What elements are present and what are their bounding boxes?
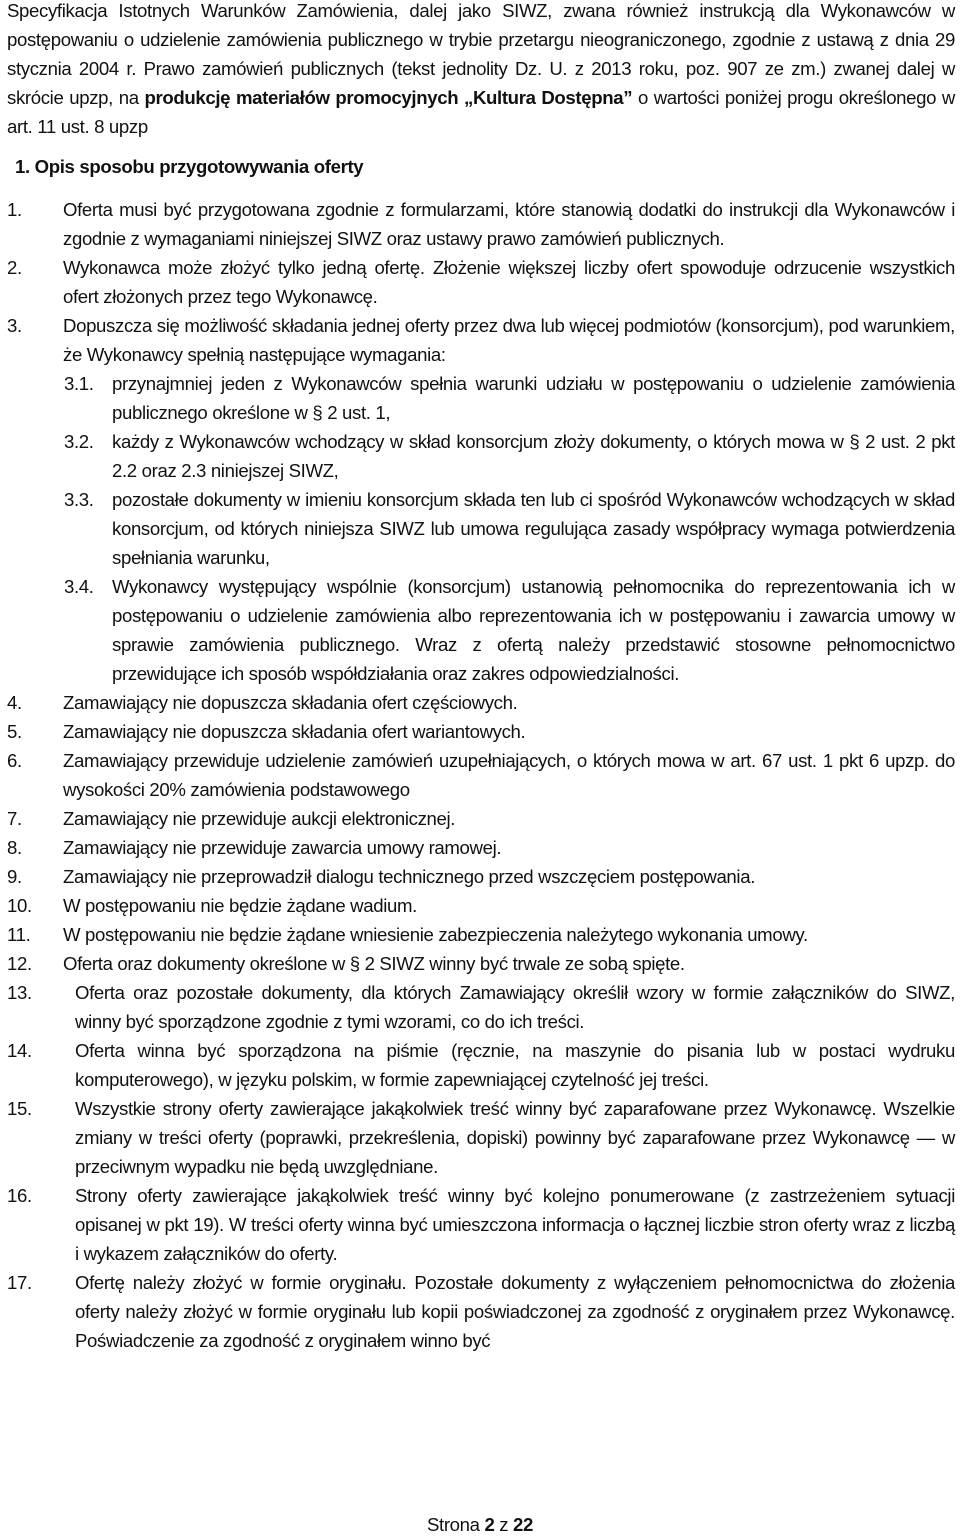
item-number: 1. bbox=[7, 199, 22, 220]
intro-bold-subject: produkcję materiałów promocyjnych „Kultura Dostępna” bbox=[144, 87, 633, 108]
subitem-number: 3.3. bbox=[64, 489, 94, 510]
section-heading: 1. Opis sposobu przygotowywania oferty bbox=[15, 156, 364, 177]
item-text: Zamawiający nie dopuszcza składania ofert wariantowych. bbox=[63, 721, 526, 742]
footer-separator: z bbox=[494, 1514, 514, 1535]
item-number: 17. bbox=[7, 1272, 32, 1293]
item-number: 6. bbox=[7, 750, 22, 771]
subitem-number: 3.4. bbox=[64, 576, 94, 597]
list-item bbox=[7, 804, 955, 833]
document-page bbox=[7, 0, 955, 1355]
list-item bbox=[7, 833, 955, 862]
item-number: 2. bbox=[7, 257, 22, 278]
list-item bbox=[7, 891, 955, 920]
intro-paragraph bbox=[7, 0, 955, 141]
subitem-text: każdy z Wykonawców wchodzący w skład konsorcjum złoży dokumenty, o których mowa w § 2 ust. 2 pkt 2.2 oraz 2.3 niniejszej SIWZ, bbox=[112, 431, 955, 481]
item-number: 10. bbox=[7, 895, 32, 916]
item-text: Zamawiający nie przewiduje aukcji elektronicznej. bbox=[63, 808, 456, 829]
list-item bbox=[7, 949, 955, 978]
list-item bbox=[7, 862, 955, 891]
page-footer bbox=[0, 1510, 960, 1539]
list-item bbox=[7, 195, 955, 253]
footer-prefix: Strona bbox=[426, 1514, 485, 1535]
sub-list-item bbox=[64, 572, 955, 688]
item-text: Zamawiający przewiduje udzielenie zamówień uzupełniających, o których mowa w art. 67 ust. 1 pkt 6 upzp. do wysokości 20% zamówienia podstawowego bbox=[63, 750, 955, 800]
item-text: Oferta oraz pozostałe dokumenty, dla których Zamawiający określił wzory w formie załączników do SIWZ, winny być sporządzone zgodnie z tymi wzorami, co do ich treści. bbox=[75, 982, 955, 1032]
item-number: 16. bbox=[7, 1185, 32, 1206]
list-item bbox=[7, 311, 955, 369]
sub-list-item bbox=[64, 369, 955, 427]
item-number: 15. bbox=[7, 1098, 32, 1119]
intro-text: Specyfikacja Istotnych Warunków Zamówienia, dalej jako SIWZ, zwana również instrukcją dla Wykonawców w postępowaniu o udzielenie zamówienia publicznego w trybie przetargu nieograniczonego, zgodnie z ustawą z dnia 29 stycznia 2004 r. Prawo zamówień publicznych (tekst jednolity Dz. U. z 2013 roku, poz. 907 ze zm.) zwanej dalej w skrócie upzp, na bbox=[7, 0, 955, 108]
item-number: 4. bbox=[7, 692, 22, 713]
list-item bbox=[7, 688, 955, 717]
sub-list-item bbox=[64, 427, 955, 485]
footer-page-number: 2 bbox=[484, 1514, 495, 1535]
item-text: W postępowaniu nie będzie żądane wniesienie zabezpieczenia należytego wykonania umowy. bbox=[63, 924, 808, 945]
footer-page-total: 22 bbox=[513, 1514, 534, 1535]
subitem-number: 3.1. bbox=[64, 373, 94, 394]
item-number: 7. bbox=[7, 808, 22, 829]
item-text: Zamawiający nie przewiduje zawarcia umowy ramowej. bbox=[63, 837, 502, 858]
sub-list-item bbox=[64, 485, 955, 572]
item-text: Wykonawca może złożyć tylko jedną ofertę. Złożenie większej liczby ofert spowoduje odrzucenie wszystkich ofert złożonych przez tego Wykonawcę. bbox=[63, 257, 955, 307]
item-text: W postępowaniu nie będzie żądane wadium. bbox=[63, 895, 417, 916]
intro-text-end: o wartości poniżej progu określonego w art. 11 ust. 8 upzp bbox=[7, 87, 955, 137]
list-item bbox=[7, 920, 955, 949]
item-text: Wszystkie strony oferty zawierające jakąkolwiek treść winny być zaparafowane przez Wykonawcę. Wszelkie zmiany w treści oferty (poprawki, przekreślenia, dopiski) powinny być zaparafowane przez Wykonawcę — w przeciwnym wypadku nie będą uwzględniane. bbox=[75, 1098, 955, 1177]
item-number: 5. bbox=[7, 721, 22, 742]
list-item bbox=[7, 1181, 955, 1268]
item-text: Oferta winna być sporządzona na piśmie (ręcznie, na maszynie do pisania lub w postaci wydruku komputerowego), w języku polskim, w formie zapewniającej czytelność jej treści. bbox=[75, 1040, 955, 1090]
numbered-list bbox=[7, 195, 955, 1355]
item-text: Dopuszcza się możliwość składania jednej oferty przez dwa lub więcej podmiotów (konsorcjum), pod warunkiem, że Wykonawcy spełnią następujące wymagania: bbox=[63, 315, 955, 365]
item-text: Strony oferty zawierające jakąkolwiek treść winny być kolejno ponumerowane (z zastrzeżeniem sytuacji opisanej w pkt 19). W treści oferty winna być umieszczona informacja o łącznej liczbie stron oferty wraz z liczbą i wykazem załączników do oferty. bbox=[75, 1185, 955, 1264]
item-number: 11. bbox=[7, 924, 31, 945]
item-text: Oferta musi być przygotowana zgodnie z formularzami, które stanowią dodatki do instrukcji dla Wykonawców i zgodnie z wymaganiami niniejszej SIWZ oraz ustawy prawo zamówień publicznych. bbox=[63, 199, 955, 249]
list-item bbox=[7, 1094, 955, 1181]
item-text: Ofertę należy złożyć w formie oryginału. Pozostałe dokumenty z wyłączeniem pełnomocnictwa do złożenia oferty należy złożyć w formie oryginału lub kopii poświadczonej za zgodność z oryginałem przez Wykonawcę. Poświadczenie za zgodność z oryginałem winno być bbox=[75, 1272, 955, 1351]
subitem-text: pozostałe dokumenty w imieniu konsorcjum składa ten lub ci spośród Wykonawców wchodzących w skład konsorcjum, od których niniejsza SIWZ lub umowa regulująca zasady współpracy wymaga potwierdzenia spełniania warunku, bbox=[112, 489, 955, 568]
list-item bbox=[7, 1268, 955, 1355]
item-number: 14. bbox=[7, 1040, 32, 1061]
item-number: 12. bbox=[7, 953, 32, 974]
item-text: Zamawiający nie przeprowadził dialogu technicznego przed wszczęciem postępowania. bbox=[63, 866, 756, 887]
list-item bbox=[7, 1036, 955, 1094]
list-item bbox=[7, 746, 955, 804]
subitem-text: przynajmniej jeden z Wykonawców spełnia warunki udziału w postępowaniu o udzielenie zamówienia publicznego określone w § 2 ust. 1, bbox=[112, 373, 955, 423]
subitem-text: Wykonawcy występujący wspólnie (konsorcjum) ustanowią pełnomocnika do reprezentowania ich w postępowaniu o udzielenie zamówienia albo reprezentowania ich w postępowaniu i zawarcia umowy w sprawie zamówienia publicznego. Wraz z ofertą należy przedstawić stosowne pełnomocnictwo przewidujące ich sposób współdziałania oraz zakres odpowiedzialności. bbox=[112, 576, 955, 684]
list-item bbox=[7, 978, 955, 1036]
item-number: 3. bbox=[7, 315, 22, 336]
list-item bbox=[7, 253, 955, 311]
subitem-number: 3.2. bbox=[64, 431, 94, 452]
item-text: Zamawiający nie dopuszcza składania ofert częściowych. bbox=[63, 692, 518, 713]
item-text: Oferta oraz dokumenty określone w § 2 SIWZ winny być trwale ze sobą spięte. bbox=[63, 953, 685, 974]
item-number: 8. bbox=[7, 837, 22, 858]
item-number: 13. bbox=[7, 982, 32, 1003]
item-number: 9. bbox=[7, 866, 22, 887]
list-item bbox=[7, 717, 955, 746]
